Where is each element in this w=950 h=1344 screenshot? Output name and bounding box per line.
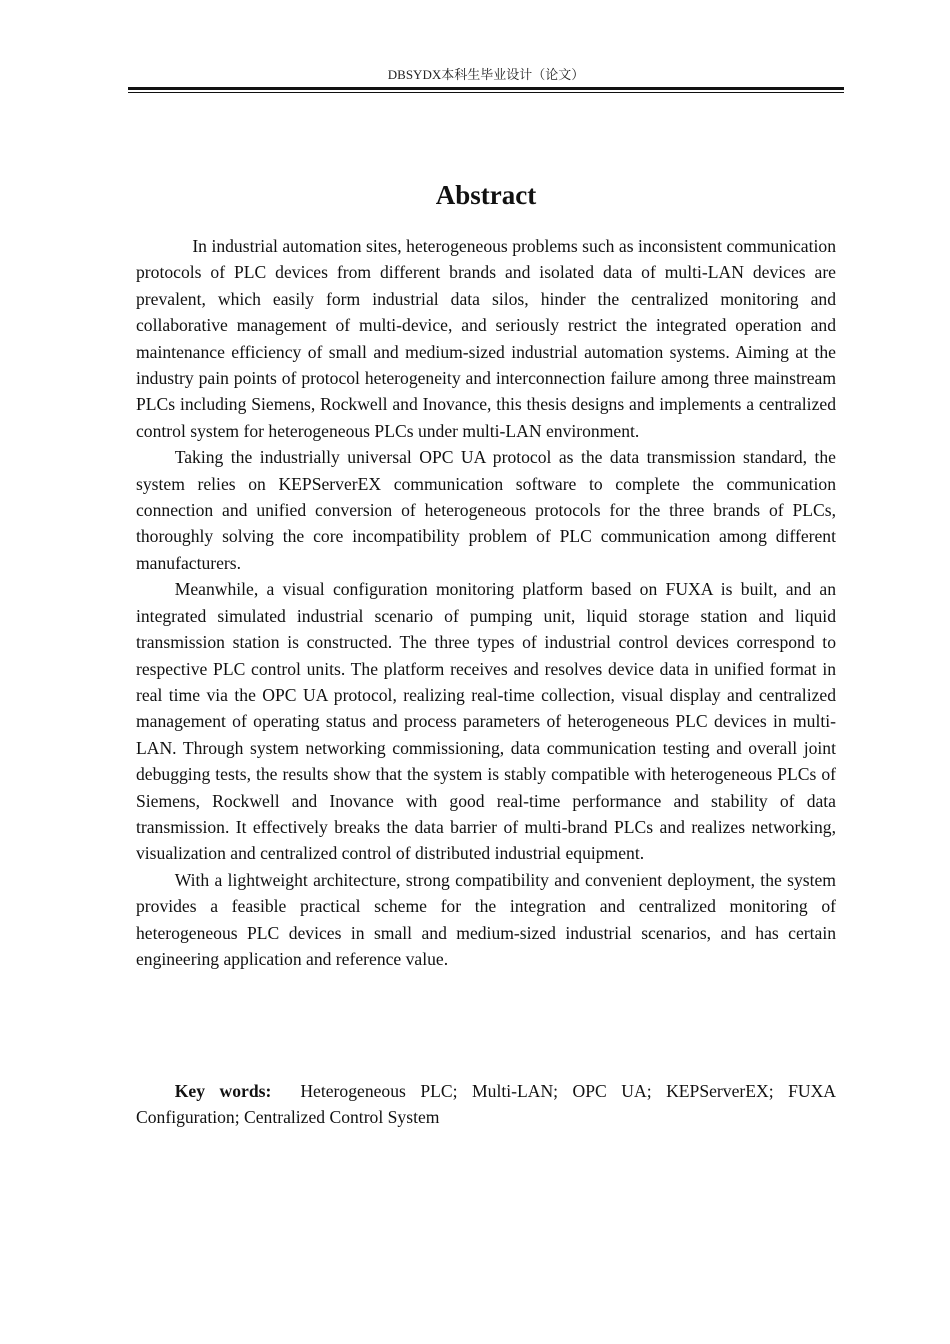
abstract-paragraph-4: With a lightweight architecture, strong compatibility and convenient deployment, the system provides a feasible practical scheme for the integration and centralized monitoring of heterogeneous PLC devices in small and medium-sized industrial scenarios, and has certain engineering application and reference value.	[136, 869, 836, 969]
abstract-paragraph-1: In industrial automation sites, heterogeneous problems such as inconsistent communication protocols of PLC devices from different brands and isolated data of multi-LAN devices are prevalent, which easily form industrial data silos, hinder the centralized monitoring and collaborative management of multi-device, and seriously restrict the integrated operation and maintenance efficiency of small and medium-sized industrial automation systems. Aiming at the industry pain points of protocol heterogeneity and interconnection failure among three mainstream PLCs including Siemens, Rockwell and Inovance, this thesis designs and implements a centralized control system for heterogeneous PLCs under multi-LAN environment.	[136, 236, 836, 441]
header-rule-thick	[128, 87, 844, 90]
keywords-line	[136, 1078, 836, 1131]
abstract-paragraph-3: Meanwhile, a visual configuration monitoring platform based on FUXA is built, and an integrated simulated industrial scenario of pumping unit, liquid storage station and liquid transmission station is constructed. The three types of industrial control devices correspond to respective PLC control units. The platform receives and resolves device data in unified format in real time via the OPC UA protocol, realizing real-time collection, visual display and centralized management of operating status and process parameters of heterogeneous PLC devices in multi-LAN. Through system networking commissioning, data communication testing and overall joint debugging tests, the results show that the system is stably compatible with heterogeneous PLCs of Siemens, Rockwell and Inovance with good real-time performance and stability of data transmission. It effectively breaks the data barrier of multi-brand PLCs and realizes networking, visualization and centralized control of distributed industrial equipment.	[136, 579, 836, 864]
abstract-paragraph-2: Taking the industrially universal OPC UA protocol as the data transmission standard, the system relies on KEPServerEX communication software to complete the communication connection and unified conversion of heterogeneous protocols for the three brands of PLCs, thoroughly solving the core incompatibility problem of PLC communication among different manufacturers.	[136, 447, 836, 573]
abstract-body	[136, 233, 836, 972]
abstract-title: Abstract	[435, 180, 537, 210]
keywords-text: Heterogeneous PLC; Multi-LAN; OPC UA; KEPServerEX; FUXA Configuration; Centralized Control System	[136, 1081, 836, 1128]
keywords-label: Key words:	[174, 1081, 272, 1101]
running-header: DBSYDX本科生毕业设计（论文）	[387, 67, 585, 82]
header-rule-thin	[128, 92, 844, 93]
